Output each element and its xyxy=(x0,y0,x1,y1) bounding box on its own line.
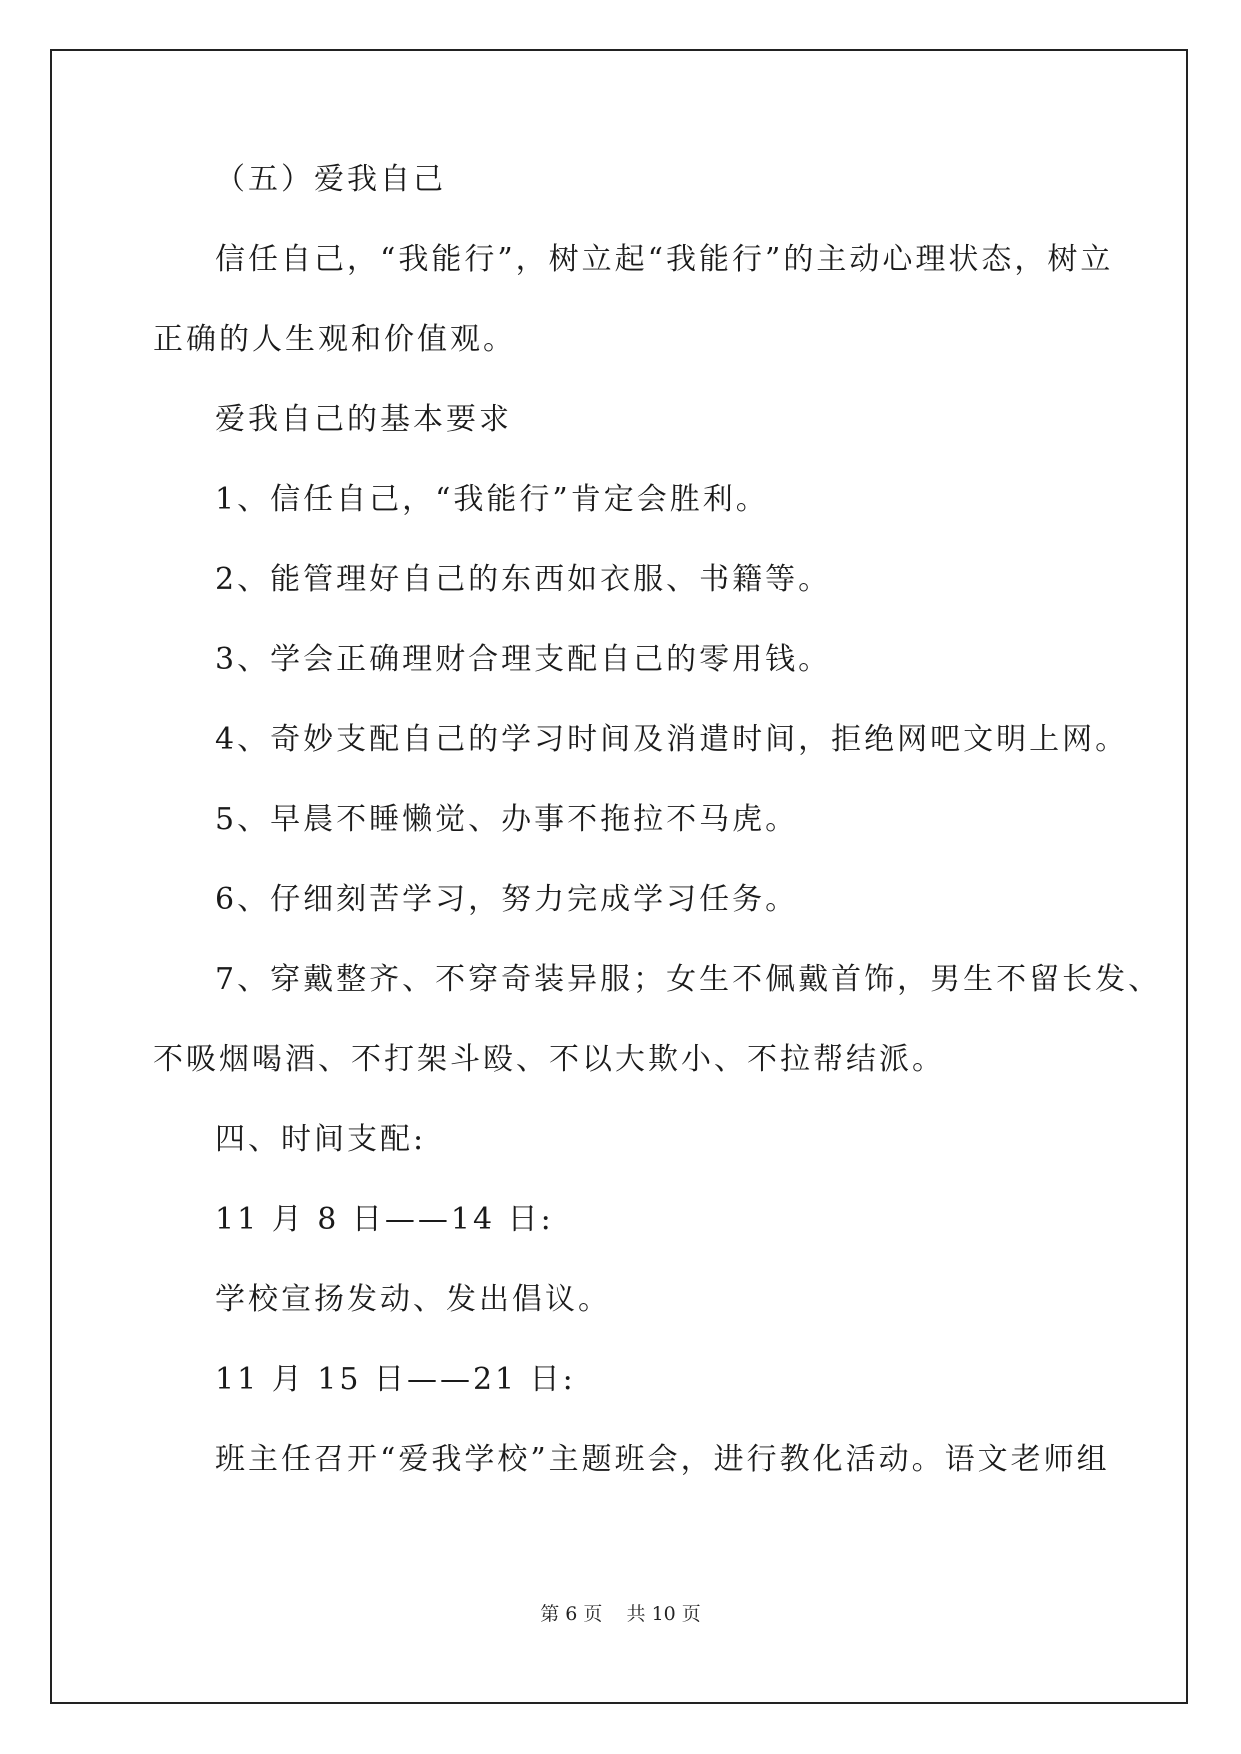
date-range: 11 月 15 日——21 日: xyxy=(215,1362,576,1397)
subheading: 爱我自己的基本要求 xyxy=(215,402,512,437)
list-item: 1、信任自己，“我能行”肯定会胜利。 xyxy=(215,482,769,517)
paragraph-line: 学校宣扬发动、发出倡议。 xyxy=(215,1282,611,1317)
page-number: 第 6 页 共 10 页 xyxy=(540,1603,701,1625)
list-item: 4、奇妙支配自己的学习时间及消遣时间，拒绝网吧文明上网。 xyxy=(215,722,1129,757)
list-item-continued: 不吸烟喝酒、不打架斗殴、不以大欺小、不拉帮结派。 xyxy=(153,1042,945,1077)
list-item: 6、仔细刻苦学习，努力完成学习任务。 xyxy=(215,882,799,917)
paragraph-line: 正确的人生观和价值观。 xyxy=(153,322,516,357)
paragraph-line: 班主任召开“爱我学校”主题班会，进行教化活动。语文老师组 xyxy=(215,1442,1110,1477)
list-item: 2、能管理好自己的东西如衣服、书籍等。 xyxy=(215,562,832,597)
paragraph-line: 信任自己，“我能行”，树立起“我能行”的主动心理状态，树立 xyxy=(215,242,1114,277)
list-item: 3、学会正确理财合理支配自己的零用钱。 xyxy=(215,642,832,677)
date-range: 11 月 8 日——14 日: xyxy=(215,1202,554,1237)
section-heading: （五）爱我自己 xyxy=(215,162,446,197)
document-body xyxy=(153,160,1162,1520)
list-item: 7、穿戴整齐、不穿奇装异服；女生不佩戴首饰，男生不留长发、 xyxy=(215,962,1162,997)
list-item: 5、早晨不睡懒觉、办事不拖拉不马虎。 xyxy=(215,802,799,837)
section-heading: 四、时间支配: xyxy=(215,1122,427,1157)
